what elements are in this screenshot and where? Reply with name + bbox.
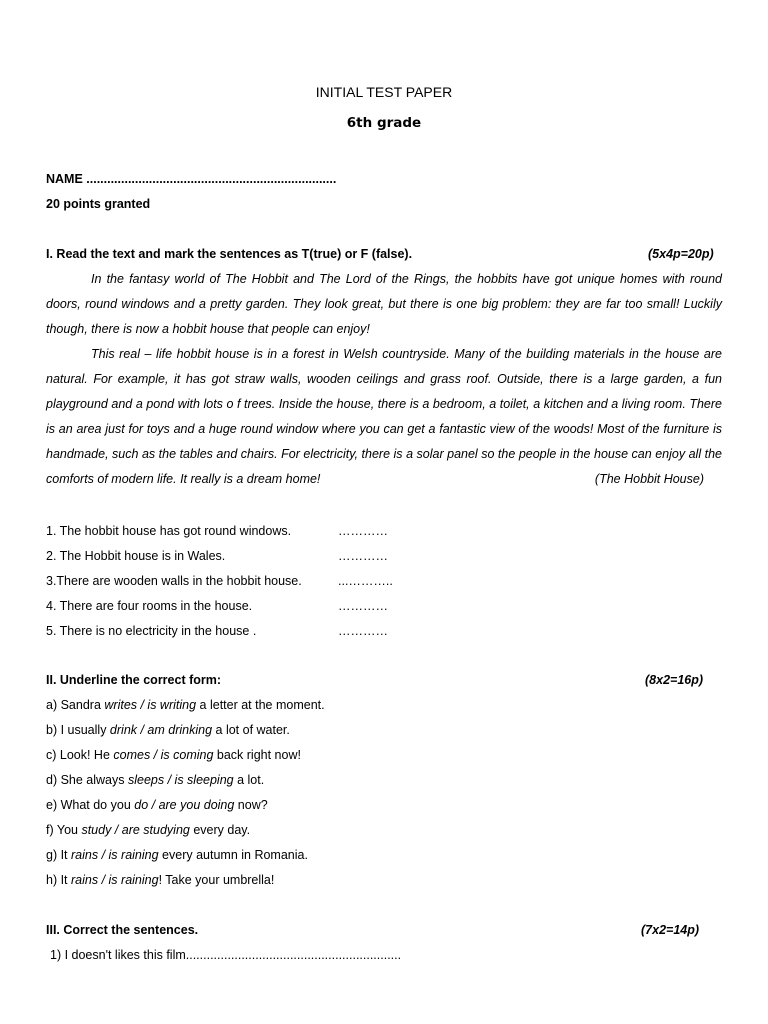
section1-heading: I. Read the text and mark the sentences as T(true) or F (false). bbox=[46, 247, 413, 261]
verb-options: sleeps / is sleeping bbox=[127, 773, 234, 787]
verb-options: rains / is raining bbox=[71, 848, 159, 862]
tf-answer-blank: ………… bbox=[338, 624, 388, 638]
grammar-item: e) What do you do / are you doing now? bbox=[46, 798, 268, 812]
grammar-item: b) I usually drink / am drinking a lot of water. bbox=[46, 723, 290, 737]
verb-options: drink / am drinking bbox=[109, 723, 213, 737]
tf-statement: 2. The Hobbit house is in Wales. bbox=[46, 549, 226, 563]
reading-paragraph-1: In the fantasy world of The Hobbit and The Lord of the Rings, the hobbits have got unique homes with round doors, round windows and a pretty garden. They look great, but there is one big problem: they are far too small! Luckily though, there is now a hobbit house that people can enjoy! bbox=[46, 272, 722, 336]
tf-statement: 1. The hobbit house has got round windows. bbox=[46, 524, 292, 538]
verb-options: study / are studying bbox=[81, 823, 190, 837]
grade-subtitle: 6th grade bbox=[346, 115, 422, 131]
section3-heading: III. Correct the sentences. bbox=[46, 923, 199, 937]
grammar-item: h) It rains / is raining! Take your umbrella! bbox=[46, 873, 275, 887]
grammar-item: c) Look! He comes / is coming back right now! bbox=[46, 748, 301, 762]
grammar-item: f) You study / are studying every day. bbox=[46, 823, 251, 837]
correction-item: 1) I doesn't likes this film.............................................................. bbox=[50, 948, 402, 962]
verb-options: do / are you doing bbox=[134, 798, 235, 812]
section2-points: (8x2=16p) bbox=[645, 673, 704, 687]
section3-points: (7x2=14p) bbox=[641, 923, 700, 937]
grammar-item: d) She always sleeps / is sleeping a lot. bbox=[46, 773, 265, 787]
tf-statement: 3.There are wooden walls in the hobbit house. bbox=[46, 574, 302, 588]
reading-paragraph-2 bbox=[46, 342, 722, 492]
tf-answer-blank: ………… bbox=[338, 549, 388, 563]
reading-source: (The Hobbit House) bbox=[594, 472, 704, 486]
verb-options: rains / is raining bbox=[71, 873, 159, 887]
tf-answer-blank: ...……….. bbox=[338, 574, 393, 588]
grammar-item: a) Sandra writes / is writing a letter at the moment. bbox=[46, 698, 325, 712]
tf-statement: 5. There is no electricity in the house . bbox=[46, 624, 257, 638]
tf-answer-blank: ………… bbox=[338, 599, 388, 613]
section1-points: (5x4p=20p) bbox=[648, 247, 714, 261]
verb-options: comes / is coming bbox=[113, 748, 214, 762]
tf-answer-blank: ………… bbox=[338, 524, 388, 538]
grammar-item: g) It rains / is raining every autumn in Romania. bbox=[46, 848, 308, 862]
verb-options: writes / is writing bbox=[104, 698, 197, 712]
reading-text bbox=[46, 267, 722, 492]
name-field-line: NAME ........................................................................ bbox=[46, 172, 337, 186]
section2-heading: II. Underline the correct form: bbox=[46, 673, 222, 687]
tf-statement: 4. There are four rooms in the house. bbox=[46, 599, 253, 613]
reading-paragraph-2-text: This real – life hobbit house is in a forest in Welsh countryside. Many of the building materials in the house are natural. For example, it has got straw walls, wooden ceilings and grass roof. Outside, there is a large garden, a fun playground and a pond with lots o f trees. Inside the house, there is a bedroom, a toilet, a kitchen and a living room. There is an area just for toys and a huge round window where you can get a fantastic view of the woods! Most of the furniture is handmade, such as the tables and chairs. For electricity, there is a solar panel so the people in the house can enjoy all the comforts of modern life. It really is a dream home! bbox=[46, 347, 722, 486]
points-granted: 20 points granted bbox=[46, 197, 151, 211]
page-title: INITIAL TEST PAPER bbox=[315, 84, 453, 100]
